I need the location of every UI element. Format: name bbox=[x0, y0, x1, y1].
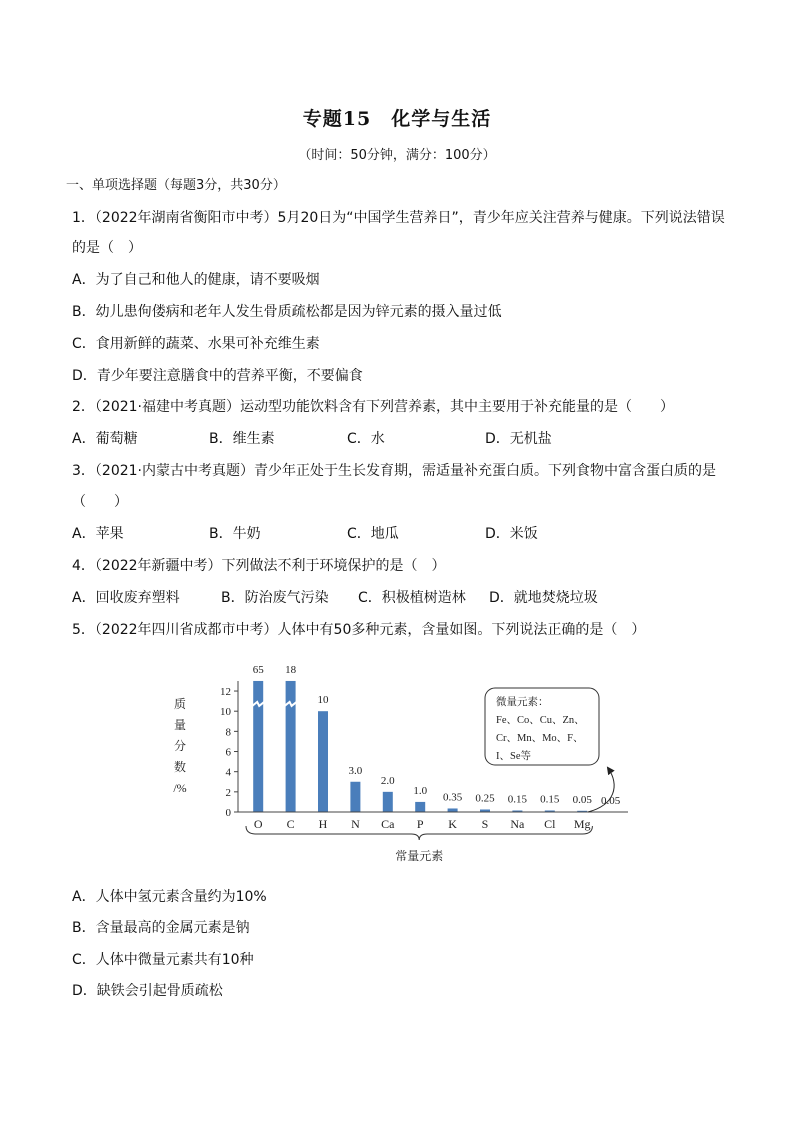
question-3-stem-line-2: （ ） bbox=[72, 494, 128, 510]
page-subtitle: （时间：50分钟，满分：100分） bbox=[298, 148, 496, 163]
data-label-ca: 2.0 bbox=[380, 774, 395, 787]
question-1-option-a: A．为了自己和他人的健康，请不要吸烟 bbox=[72, 272, 320, 288]
question-5-option-a: A．人体中氢元素含量约为10% bbox=[72, 889, 267, 905]
question-1-stem-line-2: 的是（ ） bbox=[72, 240, 142, 256]
x-tick-label-h: H bbox=[318, 817, 328, 831]
macro-element-bracket bbox=[246, 826, 592, 863]
question-1-option-b: B．幼儿患佝偻病和老年人发生骨质疏松都是因为锌元素的摄入量过低 bbox=[72, 304, 502, 320]
y-tick-label: 2 bbox=[225, 786, 231, 799]
bar-ca bbox=[383, 792, 393, 812]
y-axis-label-char: 数 bbox=[173, 760, 187, 774]
element-content-chart bbox=[160, 650, 640, 870]
question-1-option-d: D．青少年要注意膳食中的营养平衡，不要偏食 bbox=[72, 368, 363, 384]
data-label-p: 1.0 bbox=[413, 784, 428, 797]
y-tick-label: 10 bbox=[220, 706, 231, 719]
question-2-option-c: C．水 bbox=[347, 431, 385, 447]
question-4-option-b: B．防治废气污染 bbox=[221, 590, 329, 606]
y-axis-label-char: 质 bbox=[173, 697, 187, 711]
y-tick-label: 12 bbox=[220, 686, 231, 699]
data-label-s: 0.25 bbox=[475, 792, 495, 805]
y-tick-label: 4 bbox=[225, 766, 231, 779]
question-1-option-c: C．食用新鲜的蔬菜、水果可补充维生素 bbox=[72, 336, 320, 352]
x-tick-label-c: C bbox=[286, 817, 295, 831]
question-4-stem: 4．（2022年新疆中考）下列做法不利于环境保护的是（ ） bbox=[72, 558, 446, 574]
data-label-c: 18 bbox=[285, 663, 297, 676]
question-5-option-c: C．人体中微量元素共有10种 bbox=[72, 952, 254, 968]
bar-o bbox=[253, 681, 263, 812]
bracket-label: 常量元素 bbox=[395, 849, 444, 863]
x-tick-label-na: Na bbox=[510, 817, 525, 831]
question-3-option-d: D．米饭 bbox=[485, 526, 538, 542]
bar-h bbox=[318, 711, 328, 812]
question-3-option-c: C．地瓜 bbox=[347, 526, 399, 542]
bar-c bbox=[286, 681, 296, 812]
data-label-o: 65 bbox=[252, 663, 264, 676]
callout-line: I、Se等 bbox=[496, 751, 531, 762]
callout-line: Cr、Mn、Mo、F、 bbox=[496, 733, 584, 744]
x-axis bbox=[238, 812, 628, 831]
question-3-stem-line-1: 3．（2021·内蒙古中考真题）青少年正处于生长发育期，需适量补充蛋白质。下列食物中富含蛋白质的是 bbox=[72, 463, 716, 479]
y-axis-label-char: 分 bbox=[173, 739, 187, 753]
section-heading: 一、单项选择题（每题3分，共30分） bbox=[66, 178, 286, 193]
question-3-option-a: A．苹果 bbox=[72, 526, 124, 542]
data-label-mg: 0.05 bbox=[572, 793, 592, 806]
x-tick-label-n: N bbox=[351, 817, 360, 831]
x-tick-label-k: K bbox=[448, 817, 457, 831]
question-5-option-b: B．含量最高的金属元素是钠 bbox=[72, 920, 250, 936]
callout-line: 微量元素： bbox=[496, 697, 549, 708]
question-4-option-a: A．回收废弃塑料 bbox=[72, 590, 180, 606]
question-2-option-d: D．无机盐 bbox=[485, 431, 552, 447]
y-axis-label bbox=[173, 696, 186, 795]
data-label-cl: 0.15 bbox=[540, 793, 560, 806]
question-2-option-b: B．维生素 bbox=[209, 431, 275, 447]
x-tick-label-mg: Mg bbox=[573, 817, 591, 831]
x-tick-label-ca: Ca bbox=[381, 817, 395, 831]
y-tick-label: 6 bbox=[225, 746, 231, 759]
x-tick-label-s: S bbox=[481, 817, 489, 831]
data-label-n: 3.0 bbox=[348, 764, 363, 777]
x-tick-label-o: O bbox=[253, 817, 263, 831]
data-label-extra: 0.05 bbox=[600, 795, 621, 807]
data-label-k: 0.35 bbox=[442, 791, 463, 804]
question-2-option-a: A．葡萄糖 bbox=[72, 431, 138, 447]
question-5-stem: 5．（2022年四川省成都市中考）人体中有50多种元素，含量如图。下列说法正确的是（ ） bbox=[72, 622, 646, 638]
y-axis-label-char: /% bbox=[173, 781, 187, 795]
y-axis bbox=[220, 681, 238, 819]
data-label-na: 0.15 bbox=[507, 793, 528, 806]
bar-p bbox=[415, 802, 425, 812]
data-label-h: 10 bbox=[317, 694, 329, 707]
question-2-stem: 2．（2021·福建中考真题）运动型功能饮料含有下列营养素，其中主要用于补充能量的是（ ） bbox=[72, 399, 674, 415]
question-3-option-b: B．牛奶 bbox=[209, 526, 261, 542]
bar-n bbox=[350, 782, 360, 812]
x-tick-label-p: P bbox=[416, 817, 424, 831]
callout-line: Fe、Co、Cu、Zn、 bbox=[496, 715, 585, 726]
x-tick-label-cl: Cl bbox=[544, 817, 556, 831]
y-tick-label: 0 bbox=[225, 807, 231, 819]
question-5-option-d: D．缺铁会引起骨质疏松 bbox=[72, 983, 223, 999]
question-4-option-c: C．积极植树造林 bbox=[358, 590, 466, 606]
y-axis-label-char: 量 bbox=[173, 718, 187, 732]
question-4-option-d: D．就地焚烧垃圾 bbox=[489, 590, 598, 606]
bar-k bbox=[448, 808, 458, 812]
y-tick-label: 8 bbox=[225, 726, 231, 739]
question-1-stem-line-1: 1．（2022年湖南省衡阳市中考）5月20日为“中国学生营养日”，青少年应关注营养与健康。下列说法错误 bbox=[72, 210, 725, 226]
page-title: 专题15 化学与生活 bbox=[302, 108, 492, 130]
